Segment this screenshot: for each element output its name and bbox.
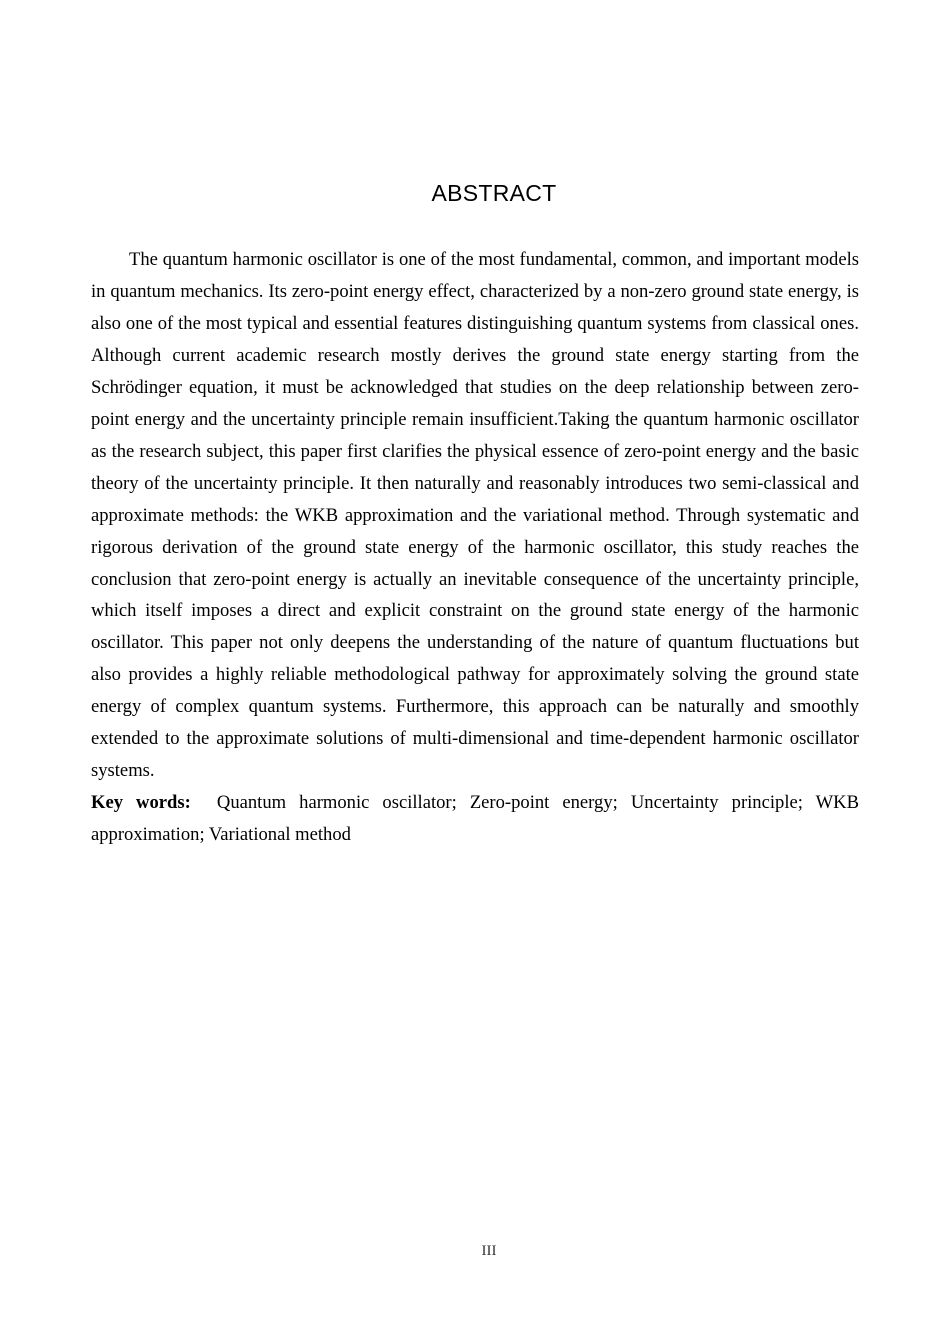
abstract-title: ABSTRACT: [431, 180, 557, 206]
keywords-line: [91, 787, 859, 851]
abstract-paragraph: The quantum harmonic oscillator is one of the most fundamental, common, and important models in quantum mechanics. Its zero-point energy effect, characterized by a non-zero ground state energy, is also one of the most typical and essential features distinguishing quantum systems from classical ones. Although current academic research mostly derives the ground state energy starting from the Schrödinger equation, it must be acknowledged that studies on the deep relationship between zero-point energy and the uncertainty principle remain insufficient.Taking the quantum harmonic oscillator as the research subject, this paper first clarifies the physical essence of zero-point energy and the basic theory of the uncertainty principle. It then naturally and reasonably introduces two semi-classical and approximate methods: the WKB approximation and the variational method. Through systematic and rigorous derivation of the ground state energy of the harmonic oscillator, this study reaches the conclusion that zero-point energy is actually an inevitable consequence of the uncertainty principle, which itself imposes a direct and explicit constraint on the ground state energy of the harmonic oscillator. This paper not only deepens the understanding of the nature of quantum fluctuations but also provides a highly reliable methodological pathway for approximately solving the ground state energy of complex quantum systems. Furthermore, this approach can be naturally and smoothly extended to the approximate solutions of multi-dimensional and time-dependent harmonic oscillator systems.: [91, 249, 859, 782]
keywords-text: Quantum harmonic oscillator; Zero-point energy; Uncertainty principle; WKB approximation; Variational method: [91, 792, 859, 846]
abstract-body: [91, 244, 859, 851]
keywords-label: Key words:: [91, 792, 191, 814]
page-number: III: [481, 1243, 497, 1259]
